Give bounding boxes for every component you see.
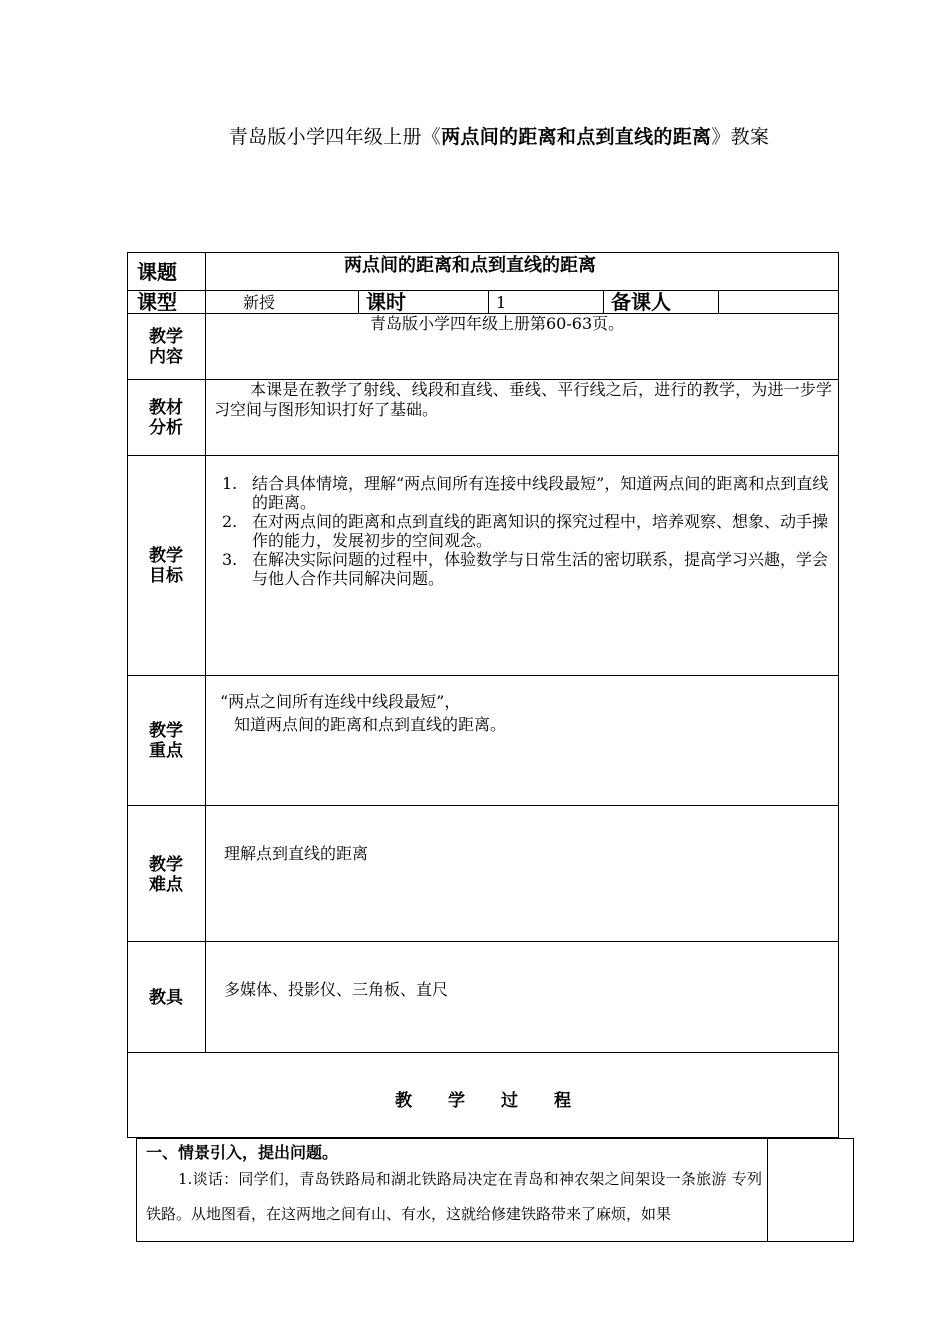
goals-label-line: 目标 (149, 566, 183, 586)
goal-text: 结合具体情境，理解“两点间所有连接中线段最短”，知道两点间的距离和点到直线的距离。 (252, 474, 829, 512)
topic-value: 两点间的距离和点到直线的距离 (344, 255, 596, 276)
goal-item (222, 474, 834, 512)
difficult-label-line: 教学 (149, 855, 183, 875)
title-main: 两点间的距离和点到直线的距离 (441, 126, 712, 148)
content-label-line: 内容 (149, 347, 183, 367)
column-rule (767, 1138, 768, 1242)
goal-item (222, 512, 834, 550)
goal-item (222, 550, 834, 588)
analysis-value: 本课是在教学了射线、线段和直线、垂线、平行线之后，进行的教学，为进一步学习空间与图形知识打好了基础。 (214, 380, 832, 419)
key-label-line: 教学 (149, 721, 183, 741)
analysis-label (127, 398, 205, 438)
difficult-label-line: 难点 (149, 875, 183, 895)
type-value: 新授 (243, 293, 276, 312)
column-rule (603, 290, 604, 313)
tools-label: 教具 (149, 988, 183, 1008)
content-label-line: 教学 (149, 327, 183, 347)
row-rule (127, 1052, 839, 1053)
goals-list (222, 474, 834, 588)
difficult-value: 理解点到直线的距离 (224, 844, 369, 863)
goal-text: 在对两点间的距离和点到直线的距离知识的探究过程中，培养观察、想象、动手操作的能力，发展初步的空间观念。 (252, 512, 829, 550)
column-rule (488, 290, 489, 313)
preparer-label: 备课人 (611, 290, 671, 314)
type-label: 课型 (137, 290, 177, 314)
column-rule (358, 290, 359, 313)
section-heading: 一、情景引入，提出问题。 (146, 1143, 339, 1162)
hours-label: 课时 (366, 290, 406, 314)
key-line-2: 知道两点间的距离和点到直线的距离。 (234, 715, 507, 734)
title-suffix: 》教案 (711, 126, 770, 148)
goals-label (127, 546, 205, 586)
row-rule (127, 805, 839, 806)
process-label: 教学过程 (395, 1091, 607, 1111)
analysis-label-line: 教材 (149, 398, 183, 418)
row-rule (127, 455, 839, 456)
row-rule (127, 675, 839, 676)
key-label-line: 重点 (149, 741, 183, 761)
content-label (127, 327, 205, 367)
title-prefix: 青岛版小学四年级上册《 (228, 126, 442, 148)
goal-number: 3. (222, 550, 238, 569)
column-rule (205, 252, 206, 1052)
row-rule (127, 941, 839, 942)
document-title (0, 122, 950, 149)
goal-number: 1. (222, 474, 238, 493)
column-rule (718, 290, 719, 313)
topic-label: 课题 (137, 260, 177, 284)
key-label (127, 721, 205, 761)
section-body: 1.谈话：同学们，青岛铁路局和湖北铁路局决定在青岛和神农架之间架设一条旅游 专列铁路。从地图看，在这两地之间有山、有水，这就给修建铁路带来了麻烦，如果 (146, 1170, 762, 1223)
hours-value: 1 (496, 293, 507, 312)
goals-label-line: 教学 (149, 546, 183, 566)
row-rule (127, 290, 839, 291)
content-value: 青岛版小学四年级上册第60-63页。 (370, 314, 625, 333)
tools-value: 多媒体、投影仪、三角板、直尺 (224, 980, 449, 999)
goal-text: 在解决实际问题的过程中，体验数学与日常生活的密切联系，提高学习兴趣，学会与他人合作共同解决问题。 (252, 550, 829, 588)
key-line-1: “两点之间所有连线中线段最短”， (220, 692, 461, 711)
difficult-label (127, 855, 205, 895)
analysis-label-line: 分析 (149, 418, 183, 438)
goal-number: 2. (222, 512, 238, 531)
